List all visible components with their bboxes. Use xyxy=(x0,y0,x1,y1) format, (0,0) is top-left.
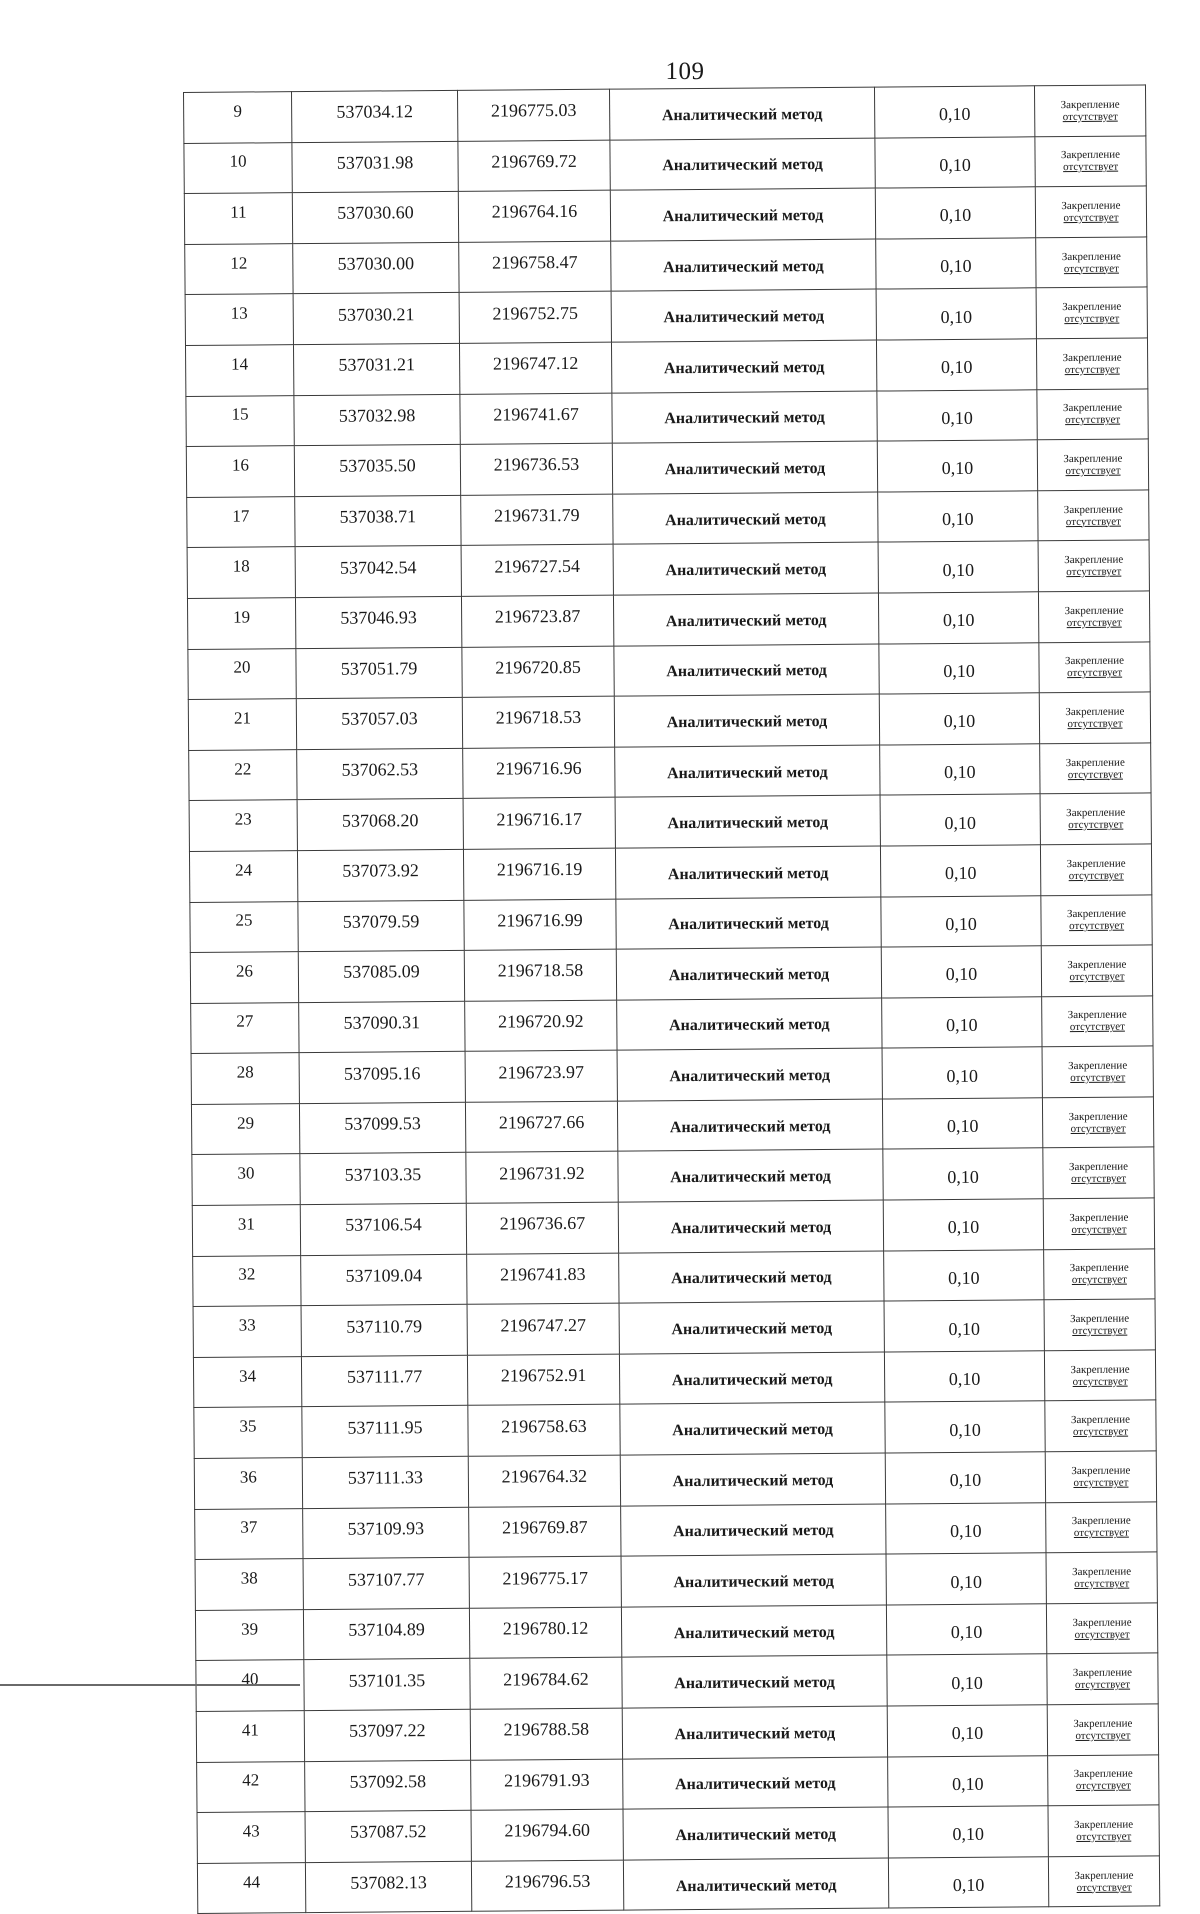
table-row xyxy=(185,287,1147,345)
method-cell: Аналитический метод xyxy=(611,340,876,393)
x-coordinate-cell: 537068.20 xyxy=(297,799,463,851)
accuracy-cell: 0,10 xyxy=(882,1047,1042,1099)
point-number-cell: 26 xyxy=(190,952,298,1003)
method-cell: Аналитический метод xyxy=(617,1048,882,1101)
method-cell: Аналитический метод xyxy=(616,897,881,950)
fixation-cell: Закрепление отсутствует xyxy=(1042,996,1153,1047)
point-number-cell: 43 xyxy=(197,1812,305,1863)
method-cell: Аналитический метод xyxy=(623,1807,888,1860)
table-row xyxy=(187,540,1149,598)
y-coordinate-cell: 2196752.75 xyxy=(459,292,611,344)
point-number-cell: 42 xyxy=(197,1761,305,1812)
table-row xyxy=(189,844,1151,902)
y-coordinate-cell: 2196718.53 xyxy=(462,696,614,748)
fixation-cell: Закрепление отсутствует xyxy=(1036,338,1147,389)
accuracy-cell: 0,10 xyxy=(878,541,1038,593)
accuracy-cell: 0,10 xyxy=(887,1705,1047,1757)
y-coordinate-cell: 2196727.66 xyxy=(465,1101,617,1153)
y-coordinate-cell: 2196764.32 xyxy=(468,1455,620,1507)
coordinates-table xyxy=(183,84,1160,1914)
x-coordinate-cell: 537073.92 xyxy=(297,849,463,901)
x-coordinate-cell: 537051.79 xyxy=(296,647,462,699)
accuracy-cell: 0,10 xyxy=(883,1199,1043,1251)
fixation-cell: Закрепление отсутствует xyxy=(1048,1856,1159,1907)
accuracy-cell: 0,10 xyxy=(877,389,1037,441)
x-coordinate-cell: 537035.50 xyxy=(294,444,460,496)
point-number-cell: 17 xyxy=(187,496,295,547)
y-coordinate-cell: 2196758.47 xyxy=(459,241,611,293)
method-cell: Аналитический метод xyxy=(623,1858,888,1911)
method-cell: Аналитический метод xyxy=(619,1352,884,1405)
point-number-cell: 25 xyxy=(190,901,298,952)
x-coordinate-cell: 537111.33 xyxy=(302,1456,468,1508)
table-row xyxy=(184,186,1146,244)
y-coordinate-cell: 2196741.83 xyxy=(467,1253,619,1305)
table-row xyxy=(191,1046,1153,1104)
point-number-cell: 29 xyxy=(191,1103,299,1154)
x-coordinate-cell: 537106.54 xyxy=(300,1203,466,1255)
point-number-cell: 14 xyxy=(185,345,293,396)
method-cell: Аналитический метод xyxy=(621,1504,886,1557)
accuracy-cell: 0,10 xyxy=(878,592,1038,644)
y-coordinate-cell: 2196752.91 xyxy=(467,1354,619,1406)
method-cell: Аналитический метод xyxy=(620,1453,885,1506)
method-cell: Аналитический метод xyxy=(615,846,880,899)
x-coordinate-cell: 537085.09 xyxy=(298,950,464,1002)
table-row xyxy=(197,1754,1159,1812)
method-cell: Аналитический метод xyxy=(615,795,880,848)
y-coordinate-cell: 2196769.87 xyxy=(469,1506,621,1558)
x-coordinate-cell: 537046.93 xyxy=(295,596,461,648)
y-coordinate-cell: 2196791.93 xyxy=(471,1759,623,1811)
y-coordinate-cell: 2196716.17 xyxy=(463,797,615,849)
table-row xyxy=(191,1097,1153,1155)
fixation-cell: Закрепление отсутствует xyxy=(1042,1097,1153,1148)
point-number-cell: 33 xyxy=(193,1306,301,1357)
method-cell: Аналитический метод xyxy=(609,87,874,140)
table-row xyxy=(196,1653,1158,1711)
fixation-cell: Закрепление отсутствует xyxy=(1035,136,1146,187)
fixation-cell: Закрепление отсутствует xyxy=(1044,1350,1155,1401)
accuracy-cell: 0,10 xyxy=(883,1148,1043,1200)
y-coordinate-cell: 2196764.16 xyxy=(458,190,610,242)
y-coordinate-cell: 2196731.79 xyxy=(461,494,613,546)
method-cell: Аналитический метод xyxy=(621,1554,886,1607)
table-row xyxy=(192,1147,1154,1205)
table-row xyxy=(191,996,1153,1054)
y-coordinate-cell: 2196775.03 xyxy=(457,89,609,141)
fixation-cell: Закрепление отсутствует xyxy=(1043,1198,1154,1249)
table-row xyxy=(190,894,1152,952)
method-cell: Аналитический метод xyxy=(614,694,879,747)
table-row xyxy=(184,136,1146,194)
method-cell: Аналитический метод xyxy=(620,1402,885,1455)
fixation-cell: Закрепление отсутствует xyxy=(1047,1653,1158,1704)
fixation-cell: Закрепление отсутствует xyxy=(1037,388,1148,439)
y-coordinate-cell: 2196716.96 xyxy=(463,747,615,799)
accuracy-cell: 0,10 xyxy=(888,1806,1048,1858)
method-cell: Аналитический метод xyxy=(611,289,876,342)
accuracy-cell: 0,10 xyxy=(888,1755,1048,1807)
accuracy-cell: 0,10 xyxy=(874,86,1034,138)
x-coordinate-cell: 537103.35 xyxy=(300,1153,466,1205)
fixation-cell: Закрепление отсутствует xyxy=(1048,1754,1159,1805)
x-coordinate-cell: 537031.21 xyxy=(293,343,459,395)
fixation-cell: Закрепление отсутствует xyxy=(1044,1249,1155,1300)
y-coordinate-cell: 2196780.12 xyxy=(469,1607,621,1659)
point-number-cell: 15 xyxy=(186,395,294,446)
y-coordinate-cell: 2196720.92 xyxy=(465,1000,617,1052)
table-row xyxy=(185,338,1147,396)
accuracy-cell: 0,10 xyxy=(880,845,1040,897)
accuracy-cell: 0,10 xyxy=(876,339,1036,391)
x-coordinate-cell: 537099.53 xyxy=(299,1102,465,1154)
fixation-cell: Закрепление отсутствует xyxy=(1036,237,1147,288)
y-coordinate-cell: 2196775.17 xyxy=(469,1556,621,1608)
accuracy-cell: 0,10 xyxy=(884,1351,1044,1403)
y-coordinate-cell: 2196747.27 xyxy=(467,1303,619,1355)
table-row xyxy=(193,1350,1155,1408)
y-coordinate-cell: 2196796.53 xyxy=(471,1860,623,1912)
table-row xyxy=(193,1249,1155,1307)
y-coordinate-cell: 2196788.58 xyxy=(470,1708,622,1760)
table-row xyxy=(188,641,1150,699)
method-cell: Аналитический метод xyxy=(622,1655,887,1708)
y-coordinate-cell: 2196741.67 xyxy=(460,393,612,445)
fixation-cell: Закрепление отсутствует xyxy=(1042,1046,1153,1097)
point-number-cell: 41 xyxy=(196,1711,304,1762)
y-coordinate-cell: 2196720.85 xyxy=(462,646,614,698)
x-coordinate-cell: 537090.31 xyxy=(299,1001,465,1053)
method-cell: Аналитический метод xyxy=(610,188,875,241)
accuracy-cell: 0,10 xyxy=(886,1502,1046,1554)
table-row xyxy=(195,1552,1157,1610)
x-coordinate-cell: 537109.93 xyxy=(303,1507,469,1559)
table-row xyxy=(197,1856,1159,1914)
accuracy-cell: 0,10 xyxy=(882,1098,1042,1150)
y-coordinate-cell: 2196723.87 xyxy=(461,595,613,647)
table-row xyxy=(194,1400,1156,1458)
point-number-cell: 13 xyxy=(185,294,293,345)
point-number-cell: 19 xyxy=(187,598,295,649)
method-cell: Аналитический метод xyxy=(616,947,881,1000)
point-number-cell: 39 xyxy=(195,1609,303,1660)
method-cell: Аналитический метод xyxy=(614,644,879,697)
table-row xyxy=(194,1451,1156,1509)
table-row xyxy=(195,1603,1157,1661)
y-coordinate-cell: 2196769.72 xyxy=(458,140,610,192)
y-coordinate-cell: 2196718.58 xyxy=(464,949,616,1001)
y-coordinate-cell: 2196731.92 xyxy=(466,1152,618,1204)
x-coordinate-cell: 537082.13 xyxy=(305,1861,471,1913)
method-cell: Аналитический метод xyxy=(621,1605,886,1658)
x-coordinate-cell: 537092.58 xyxy=(305,1760,471,1812)
fixation-cell: Закрепление отсутствует xyxy=(1038,490,1149,541)
accuracy-cell: 0,10 xyxy=(884,1300,1044,1352)
x-coordinate-cell: 537087.52 xyxy=(305,1810,471,1862)
method-cell: Аналитический метод xyxy=(619,1301,884,1354)
x-coordinate-cell: 537030.21 xyxy=(293,293,459,345)
y-coordinate-cell: 2196716.99 xyxy=(464,899,616,951)
fixation-cell: Закрепление отсутствует xyxy=(1036,287,1147,338)
y-coordinate-cell: 2196736.53 xyxy=(460,443,612,495)
table-row xyxy=(193,1299,1155,1357)
fixation-cell: Закрепление отсутствует xyxy=(1047,1704,1158,1755)
accuracy-cell: 0,10 xyxy=(886,1553,1046,1605)
accuracy-cell: 0,10 xyxy=(878,491,1038,543)
fixation-cell: Закрепление отсутствует xyxy=(1046,1552,1157,1603)
x-coordinate-cell: 537107.77 xyxy=(303,1558,469,1610)
point-number-cell: 27 xyxy=(191,1002,299,1053)
method-cell: Аналитический метод xyxy=(613,593,878,646)
method-cell: Аналитический метод xyxy=(618,1200,883,1253)
accuracy-cell: 0,10 xyxy=(885,1452,1045,1504)
fixation-cell: Закрепление отсутствует xyxy=(1046,1502,1157,1553)
fixation-cell: Закрепление отсутствует xyxy=(1041,945,1152,996)
table-row xyxy=(196,1704,1158,1762)
x-coordinate-cell: 537034.12 xyxy=(292,90,458,142)
point-number-cell: 32 xyxy=(193,1255,301,1306)
table-row xyxy=(186,439,1148,497)
point-number-cell: 22 xyxy=(189,749,297,800)
point-number-cell: 31 xyxy=(192,1205,300,1256)
accuracy-cell: 0,10 xyxy=(885,1401,1045,1453)
x-coordinate-cell: 537097.22 xyxy=(304,1709,470,1761)
accuracy-cell: 0,10 xyxy=(886,1604,1046,1656)
x-coordinate-cell: 537101.35 xyxy=(304,1659,470,1711)
method-cell: Аналитический метод xyxy=(617,1099,882,1152)
y-coordinate-cell: 2196727.54 xyxy=(461,544,613,596)
point-number-cell: 11 xyxy=(184,193,292,244)
y-coordinate-cell: 2196784.62 xyxy=(470,1658,622,1710)
accuracy-cell: 0,10 xyxy=(879,642,1039,694)
x-coordinate-cell: 537111.77 xyxy=(301,1355,467,1407)
fixation-cell: Закрепление отсутствует xyxy=(1039,692,1150,743)
accuracy-cell: 0,10 xyxy=(877,440,1037,492)
x-coordinate-cell: 537104.89 xyxy=(303,1608,469,1660)
point-number-cell: 23 xyxy=(189,800,297,851)
point-number-cell: 34 xyxy=(193,1356,301,1407)
x-coordinate-cell: 537030.60 xyxy=(292,192,458,244)
x-coordinate-cell: 537031.98 xyxy=(292,141,458,193)
accuracy-cell: 0,10 xyxy=(882,996,1042,1048)
fixation-cell: Закрепление отсутствует xyxy=(1044,1299,1155,1350)
x-coordinate-cell: 537062.53 xyxy=(297,748,463,800)
method-cell: Аналитический метод xyxy=(618,1150,883,1203)
accuracy-cell: 0,10 xyxy=(875,136,1035,188)
method-cell: Аналитический метод xyxy=(623,1757,888,1810)
table-row xyxy=(187,591,1149,649)
y-coordinate-cell: 2196723.97 xyxy=(465,1050,617,1102)
table-row xyxy=(187,490,1149,548)
method-cell: Аналитический метод xyxy=(615,745,880,798)
table-row xyxy=(185,237,1147,295)
method-cell: Аналитический метод xyxy=(613,542,878,595)
point-number-cell: 30 xyxy=(192,1154,300,1205)
point-number-cell: 44 xyxy=(197,1862,305,1913)
accuracy-cell: 0,10 xyxy=(881,895,1041,947)
fixation-cell: Закрепление отсутствует xyxy=(1048,1805,1159,1856)
point-number-cell: 10 xyxy=(184,142,292,193)
fixation-cell: Закрепление отсутствует xyxy=(1038,540,1149,591)
accuracy-cell: 0,10 xyxy=(888,1857,1048,1909)
method-cell: Аналитический метод xyxy=(612,391,877,444)
table-row xyxy=(197,1805,1159,1863)
table-row xyxy=(189,793,1151,851)
method-cell: Аналитический метод xyxy=(610,138,875,191)
x-coordinate-cell: 537042.54 xyxy=(295,546,461,598)
x-coordinate-cell: 537057.03 xyxy=(296,697,462,749)
method-cell: Аналитический метод xyxy=(622,1706,887,1759)
x-coordinate-cell: 537032.98 xyxy=(294,394,460,446)
table-row xyxy=(195,1502,1157,1560)
method-cell: Аналитический метод xyxy=(611,239,876,292)
point-number-cell: 12 xyxy=(185,243,293,294)
point-number-cell: 37 xyxy=(195,1508,303,1559)
x-coordinate-cell: 537095.16 xyxy=(299,1052,465,1104)
method-cell: Аналитический метод xyxy=(619,1251,884,1304)
accuracy-cell: 0,10 xyxy=(880,794,1040,846)
accuracy-cell: 0,10 xyxy=(879,693,1039,745)
accuracy-cell: 0,10 xyxy=(875,187,1035,239)
accuracy-cell: 0,10 xyxy=(881,946,1041,998)
page-number: 109 xyxy=(665,58,705,85)
accuracy-cell: 0,10 xyxy=(884,1249,1044,1301)
coordinates-table-body xyxy=(184,85,1160,1914)
fixation-cell: Закрепление отсутствует xyxy=(1039,641,1150,692)
fixation-cell: Закрепление отсутствует xyxy=(1041,894,1152,945)
x-coordinate-cell: 537030.00 xyxy=(293,242,459,294)
fixation-cell: Закрепление отсутствует xyxy=(1045,1400,1156,1451)
method-cell: Аналитический метод xyxy=(617,998,882,1051)
point-number-cell: 28 xyxy=(191,1053,299,1104)
fixation-cell: Закрепление отсутствует xyxy=(1040,793,1151,844)
fixation-cell: Закрепление отсутствует xyxy=(1046,1603,1157,1654)
y-coordinate-cell: 2196716.19 xyxy=(463,848,615,900)
fixation-cell: Закрепление отсутствует xyxy=(1038,591,1149,642)
fixation-cell: Закрепление отсутствует xyxy=(1040,743,1151,794)
x-coordinate-cell: 537109.04 xyxy=(301,1254,467,1306)
table-row xyxy=(188,692,1150,750)
accuracy-cell: 0,10 xyxy=(876,288,1036,340)
x-coordinate-cell: 537110.79 xyxy=(301,1305,467,1357)
point-number-cell: 35 xyxy=(194,1407,302,1458)
y-coordinate-cell: 2196758.63 xyxy=(468,1405,620,1457)
point-number-cell: 18 xyxy=(187,547,295,598)
point-number-cell: 36 xyxy=(194,1458,302,1509)
footnote-divider xyxy=(0,1684,300,1686)
table-row xyxy=(192,1198,1154,1256)
point-number-cell: 40 xyxy=(196,1660,304,1711)
y-coordinate-cell: 2196747.12 xyxy=(459,342,611,394)
x-coordinate-cell: 537079.59 xyxy=(298,900,464,952)
table-row xyxy=(189,743,1151,801)
point-number-cell: 16 xyxy=(186,446,294,497)
x-coordinate-cell: 537038.71 xyxy=(295,495,461,547)
point-number-cell: 21 xyxy=(188,699,296,750)
fixation-cell: Закрепление отсутствует xyxy=(1037,439,1148,490)
table-row xyxy=(186,388,1148,446)
accuracy-cell: 0,10 xyxy=(876,238,1036,290)
table-row xyxy=(184,85,1146,143)
point-number-cell: 38 xyxy=(195,1559,303,1610)
fixation-cell: Закрепление отсутствует xyxy=(1043,1147,1154,1198)
x-coordinate-cell: 537111.95 xyxy=(302,1406,468,1458)
point-number-cell: 24 xyxy=(189,851,297,902)
point-number-cell: 9 xyxy=(184,92,292,143)
table-row xyxy=(190,945,1152,1003)
fixation-cell: Закрепление отсутствует xyxy=(1034,85,1145,136)
point-number-cell: 20 xyxy=(188,648,296,699)
fixation-cell: Закрепление отсутствует xyxy=(1045,1451,1156,1502)
method-cell: Аналитический метод xyxy=(613,492,878,545)
accuracy-cell: 0,10 xyxy=(880,744,1040,796)
fixation-cell: Закрепление отсутствует xyxy=(1040,844,1151,895)
y-coordinate-cell: 2196736.67 xyxy=(466,1202,618,1254)
y-coordinate-cell: 2196794.60 xyxy=(471,1809,623,1861)
method-cell: Аналитический метод xyxy=(612,441,877,494)
fixation-cell: Закрепление отсутствует xyxy=(1035,186,1146,237)
accuracy-cell: 0,10 xyxy=(887,1654,1047,1706)
